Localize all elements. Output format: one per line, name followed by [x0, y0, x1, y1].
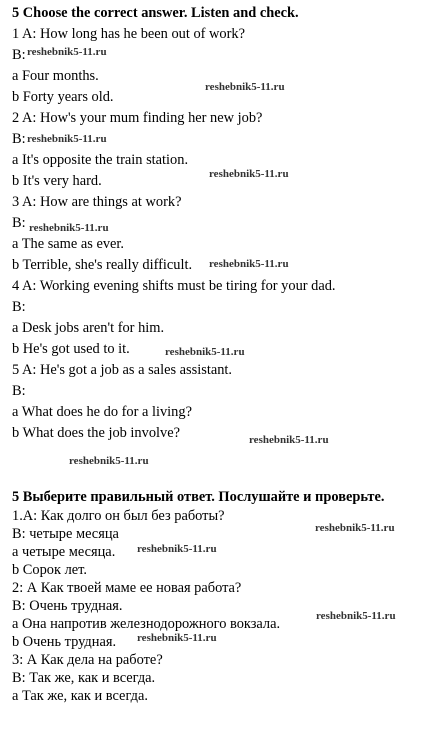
ru-line-6: B: Очень трудная. — [12, 598, 123, 614]
watermark: reshebnik5-11.ru — [27, 46, 107, 58]
ru-line-9: 3: А Как дела на работе? — [12, 652, 163, 668]
english-heading: 5 Choose the correct answer. Listen and check. — [12, 5, 299, 21]
en-line-14: B: — [12, 299, 26, 315]
watermark: reshebnik5-11.ru — [29, 222, 109, 234]
ru-line-3: а четыре месяца. — [12, 544, 116, 560]
en-line-20: b What does the job involve? — [12, 425, 180, 441]
en-line-15: a Desk jobs aren't for him. — [12, 320, 165, 336]
ru-line-2: B: четыре месяца — [12, 526, 119, 542]
en-line-1: 1 A: How long has he been out of work? — [12, 26, 246, 42]
watermark: reshebnik5-11.ru — [249, 434, 329, 446]
en-line-2: B: — [12, 47, 26, 63]
watermark: reshebnik5-11.ru — [316, 610, 396, 622]
watermark: reshebnik5-11.ru — [27, 133, 107, 145]
ru-line-10: B: Так же, как и всегда. — [12, 670, 156, 686]
en-line-4: b Forty years old. — [12, 89, 114, 105]
en-line-11: a The same as ever. — [12, 236, 125, 252]
en-line-3: a Four months. — [12, 68, 99, 84]
en-line-7: a It's opposite the train station. — [12, 152, 189, 168]
watermark: reshebnik5-11.ru — [209, 258, 289, 270]
russian-heading: 5 Выберите правильный ответ. Послушайте и проверьте. — [12, 489, 385, 505]
watermark: reshebnik5-11.ru — [69, 455, 149, 467]
ru-line-11: а Так же, как и всегда. — [12, 688, 148, 704]
watermark: reshebnik5-11.ru — [137, 543, 217, 555]
en-line-6: B: — [12, 131, 26, 147]
en-line-8: b It's very hard. — [12, 173, 102, 189]
en-line-13: 4 A: Working evening shifts must be tiring for your dad. — [12, 278, 336, 294]
ru-line-1: 1.A: Как долго он был без работы? — [12, 508, 225, 524]
watermark: reshebnik5-11.ru — [315, 522, 395, 534]
ru-line-8: b Очень трудная. — [12, 634, 117, 650]
en-line-17: 5 A: He's got a job as a sales assistant. — [12, 362, 233, 378]
ru-line-7: а Она напротив железнодорожного вокзала. — [12, 616, 281, 632]
en-line-16: b He's got used to it. — [12, 341, 130, 357]
en-line-9: 3 A: How are things at work? — [12, 194, 182, 210]
en-line-10: B: — [12, 215, 26, 231]
watermark: reshebnik5-11.ru — [205, 81, 285, 93]
watermark: reshebnik5-11.ru — [165, 346, 245, 358]
en-line-12: b Terrible, she's really difficult. — [12, 257, 193, 273]
en-line-19: a What does he do for a living? — [12, 404, 192, 420]
en-line-5: 2 A: How's your mum finding her new job? — [12, 110, 263, 126]
watermark: reshebnik5-11.ru — [137, 632, 217, 644]
en-line-18: B: — [12, 383, 26, 399]
ru-line-5: 2: А Как твоей маме ее новая работа? — [12, 580, 242, 596]
watermark: reshebnik5-11.ru — [209, 168, 289, 180]
ru-line-4: b Сорок лет. — [12, 562, 87, 578]
